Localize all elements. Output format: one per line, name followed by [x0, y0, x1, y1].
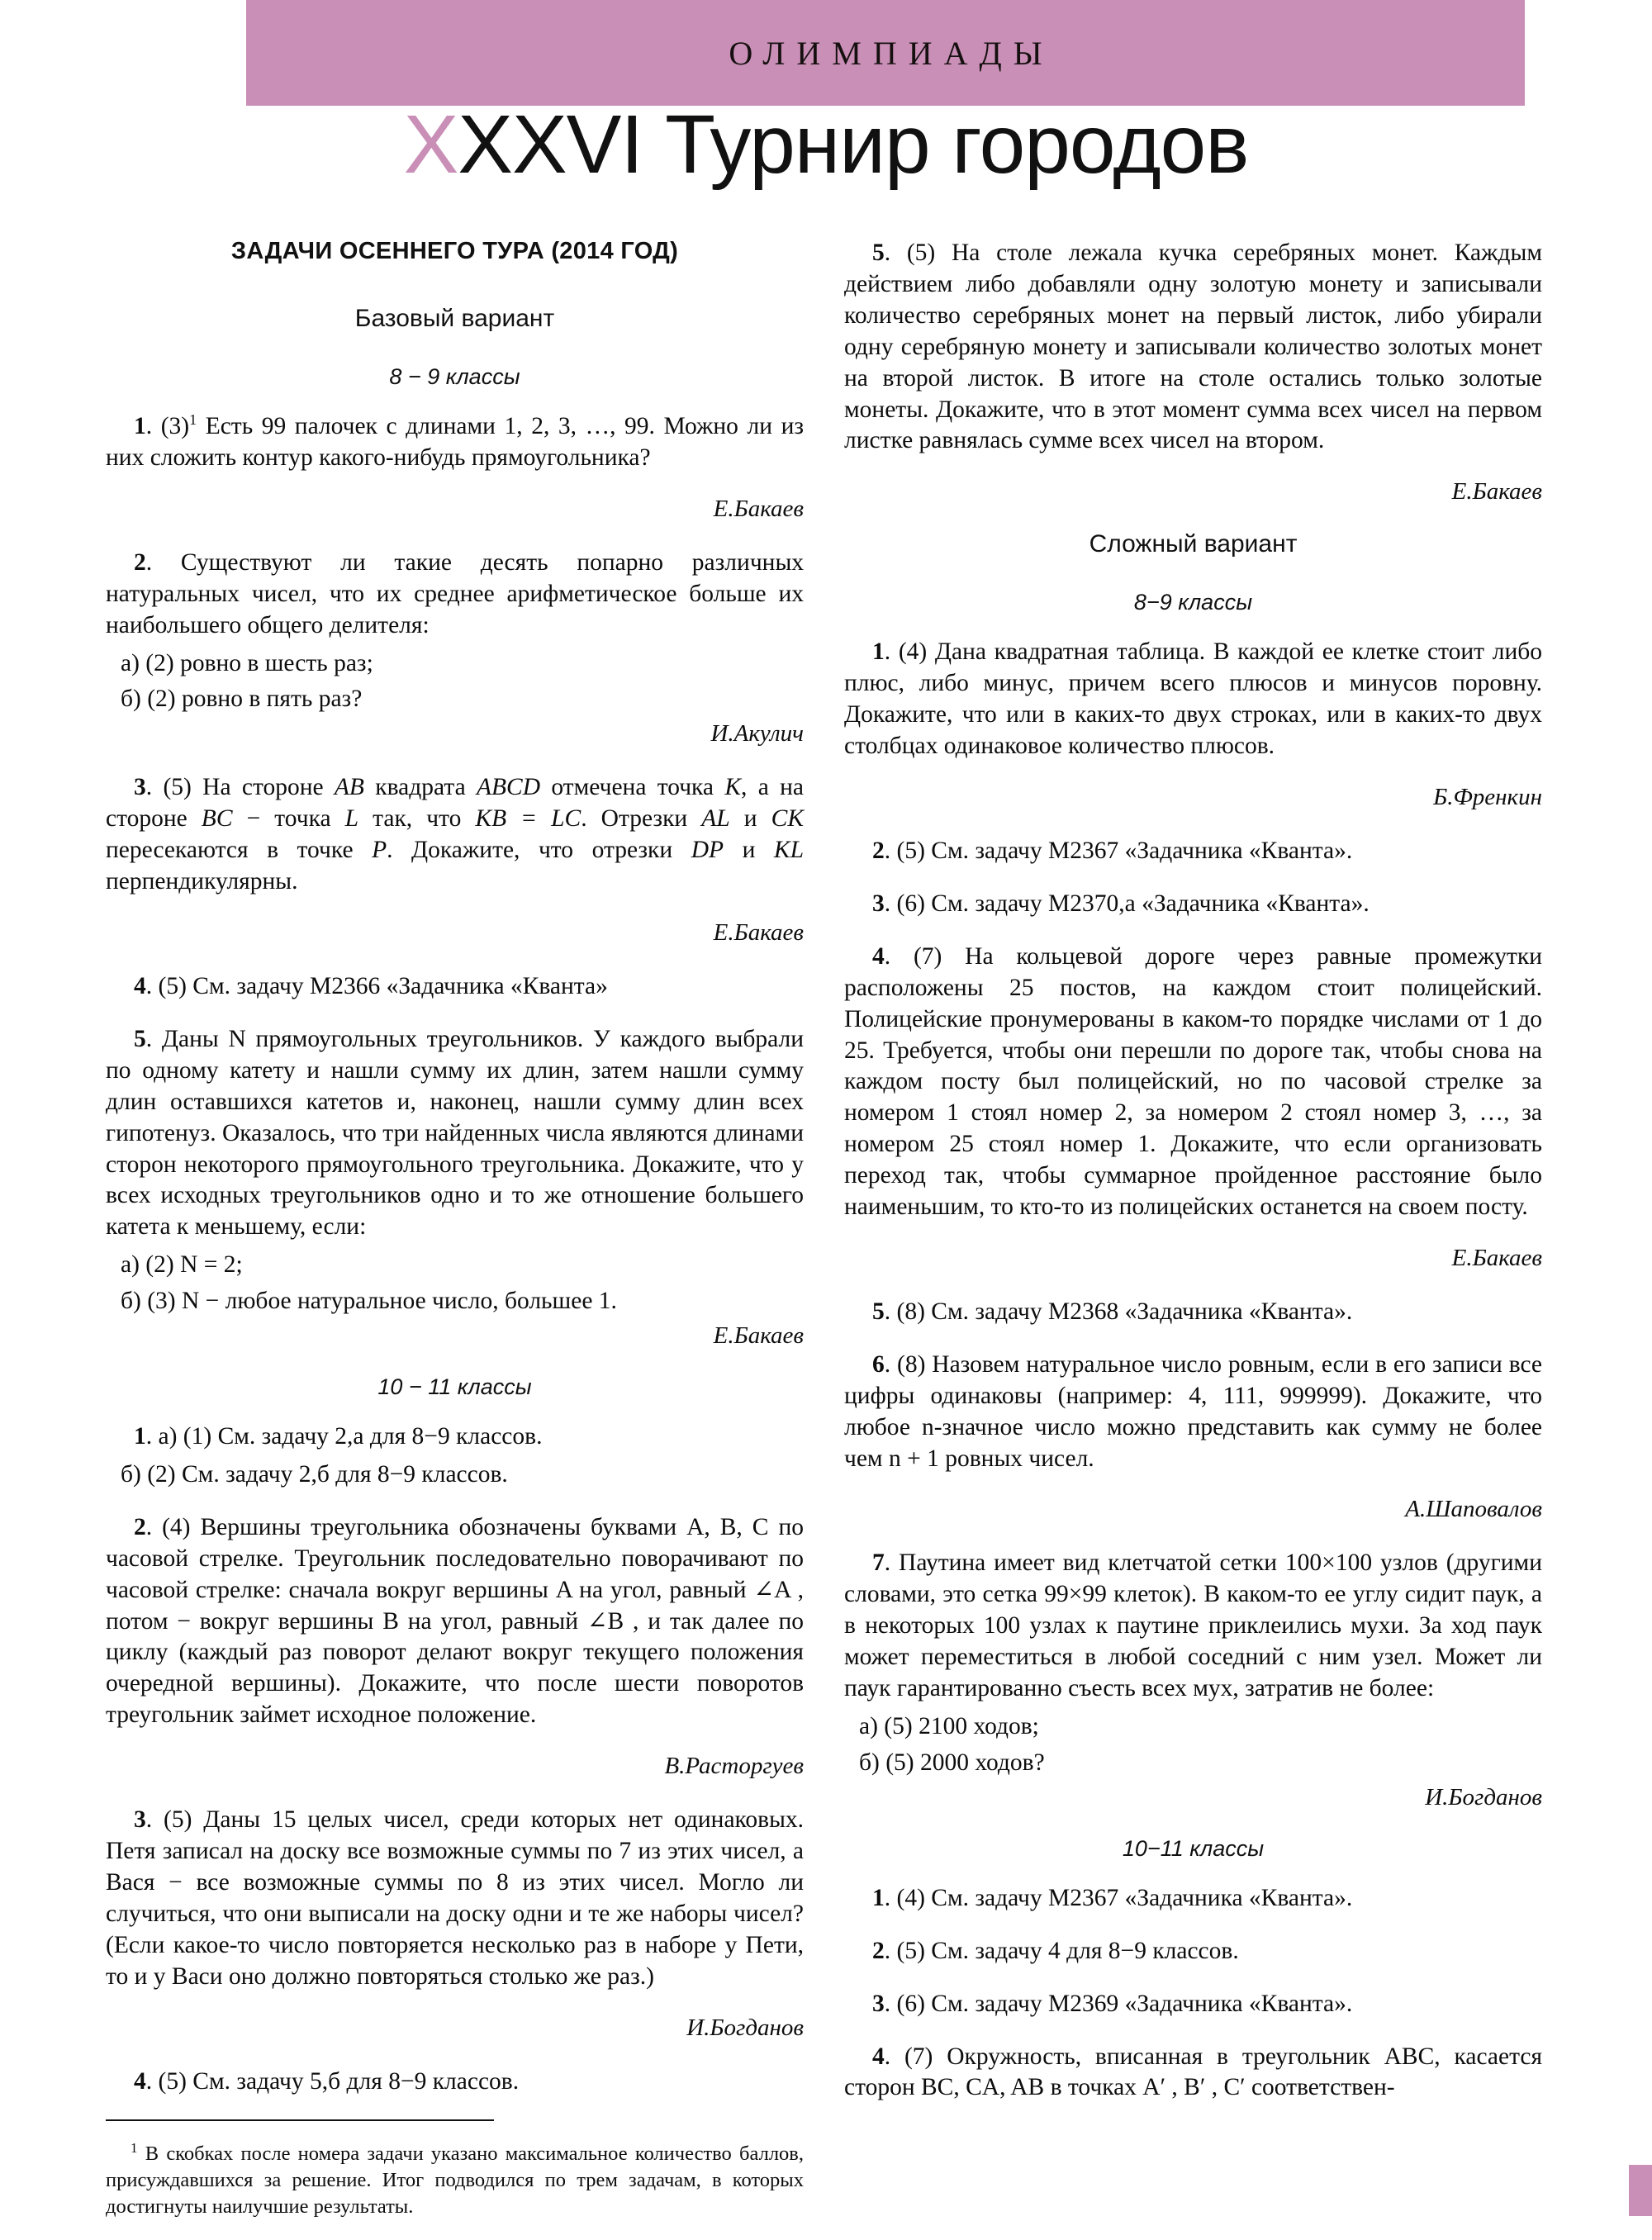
problem-points: (5) [158, 2067, 187, 2095]
problem-text-seg: пересекаются в точке [106, 837, 373, 864]
problem-author: И.Акулич [710, 720, 804, 747]
problem-number: 6 [872, 1350, 885, 1378]
math-symbol: AL [701, 805, 730, 833]
grade-heading-2: 10−11 классы [1122, 1835, 1265, 1861]
problem-part: а) (5) 2100 ходов; [859, 1713, 1039, 1739]
problem-author: Б.Френкин [1433, 783, 1542, 810]
problem-number: 2 [134, 1513, 146, 1540]
problem-text: Есть 99 палочек с длинами 1, 2, 3, …, 99. Можно ли из них сложить контур какого-нибудь прямоугольника? [106, 413, 805, 471]
problem-number: 1 [134, 1423, 146, 1450]
problem-item: 3. (5) На стороне AB квадрата ABCD отмечена точка K, а на стороне BC − точка L так, что KB = LC. Отрезки AL и CK пересекаются в точке P. Докажите, что отрезки DP и KL перпендикулярны. [106, 774, 804, 895]
problem-text-seg: отмечена точка [540, 774, 725, 801]
footnote [106, 2141, 804, 2220]
right-column [844, 238, 1542, 2125]
problem-item: 4. (5) См. задачу 5,б для 8−9 классов. [134, 2067, 520, 2095]
problem-text: Вершины треугольника обозначены буквами A, B, C по часовой стрелке. Треугольник последовательно поворачивают по часовой стрелке: сначала вокруг вершины A на угол, равный ∠A , потом − вокруг вершины B на угол, равный ∠B , и так далее по циклу (каждый раз поворот делают вокруг текущего положения очередной вершины). Докажите, что после шести поворотов треугольник займет исходное положение. [106, 1513, 804, 1729]
problem-number: 3 [134, 774, 146, 801]
problem-number: 3 [872, 1990, 885, 2017]
problem-points: (8) [896, 1298, 925, 1325]
problem-part: б) (2) См. задачу 2,б для 8−9 классов. [121, 1460, 508, 1488]
problem-text: См. задачу М2368 «Задачника «Кванта». [931, 1298, 1353, 1325]
problem-text-seg: так, что [358, 805, 476, 833]
problem-part: а) (1) См. задачу 2,а для 8−9 классов. [158, 1423, 543, 1450]
problem-item: 5. Даны N прямоугольных треугольников. У каждого выбрали по одному катету и нашли сумму их длин, затем нашли сумму длин оставшихся катетов и, наконец, нашли сумму длин всех гипотенуз. Оказалось, что три найденных числа являются длинами сторон некоторого прямоугольного треугольника. Докажите, что у всех исходных треугольников одно и то же отношение большего катета к меньшему, если: [106, 1025, 804, 1241]
problem-points: (8) [897, 1350, 926, 1378]
problem-text: См. задачу 5,б для 8−9 классов. [192, 2067, 520, 2095]
math-symbol: ABCD [476, 774, 541, 801]
problem-text-seg: перпендикулярны. [106, 868, 298, 895]
problem-number: 1 [872, 1884, 885, 1911]
problem-points: (6) [896, 890, 925, 917]
problem-author: И.Богданов [686, 2014, 804, 2041]
header-band-label: ОЛИМПИАДЫ [729, 34, 1054, 72]
problem-number: 1 [872, 638, 885, 666]
problem-text: Назовем натуральное число ровным, если в его записи все цифры одинаковы (например: 4, 111, 999999). Докажите, что любое n-значное число можно представить как сумму не более чем n + 1 ровных чисел. [844, 1350, 1543, 1472]
problem-item: 1. (4) См. задачу М2367 «Задачника «Кванта». [872, 1884, 1353, 1911]
problem-points: (5) [164, 1806, 192, 1834]
problem-item: 5. (5) На столе лежала кучка серебряных монет. Каждым действием либо добавляли одну золотую монету и записывали количество серебряных монет на первый листок, либо убирали одну серебряную монету и записывали количество золотых монет на второй листок. В итоге на столе остались только золотые монеты. Докажите, что в этот момент сумма всех чисел на первом листке равнялась сумме всех чисел на втором. [844, 240, 1543, 454]
problem-text-seg: На стороне [202, 774, 335, 801]
problem-part: б) (5) 2000 ходов? [859, 1749, 1045, 1776]
problem-text: На столе лежала кучка серебряных монет. Каждым действием либо добавляли одну золотую монету и записывали количество серебряных монет на первый листок, либо убирали одну серебряную монету и записывали количество золотых монет на второй листок. В итоге на столе остались только золотые монеты. Докажите, что в этот момент сумма всех чисел на первом листке равнялась сумме всех чисел на втором. [844, 240, 1543, 454]
problem-text-seg: квадрата [363, 774, 477, 801]
problem-text: На кольцевой дороге через равные промежутки расположены 25 постов, на каждом стоит полицейский. Полицейские пронумерованы в каком-то порядке числами от 1 до 25. Требуется, чтобы они перешли по дороге так, чтобы снова на каждом посту был полицейский, но по часовой стрелке за номером 1 стоял номер 2, за номером 2 стоял номер 3, …, за номером 25 стоял номер 1. Докажите, что если организовать переход так, чтобы суммарное пройденное расстояние было наименьшим, то кто-то из полицейских останется на своем посту. [844, 942, 1543, 1221]
problem-author: Е.Бакаев [1451, 1244, 1542, 1271]
page-title [0, 99, 1652, 190]
problem-text: См. задачу М2366 «Задачника «Кванта» [192, 972, 608, 999]
problem-text: Паутина имеет вид клетчатой сетки 100×100 узлов (другими словами, это сетка 99×99 клеток). В каком-то ее углу сидит паук, а в некоторых 100 узлах к паутине приклеились мухи. За ход паук может переместиться в любой соседний с ним узел. Может ли паук гарантированно съесть всех мух, затратив не более: [844, 1549, 1542, 1702]
problem-number: 4 [872, 2043, 885, 2070]
math-symbol: KB = LC [475, 805, 582, 833]
problem-text: См. задачу М2367 «Задачника «Кванта». [931, 1884, 1353, 1911]
problem-text: Окружность, вписанная в треугольник ABC, касается сторон BC, CA, AB в точках A′ , B′ , C′ соответствен- [844, 2043, 1543, 2101]
problem-item: 2. (5) См. задачу М2367 «Задачника «Кванта». [872, 837, 1353, 864]
problem-item: 3. (5) Даны 15 целых чисел, среди которых нет одинаковых. Петя записал на доску все возможные суммы по 7 из этих чисел, а Вася − все возможные суммы по 8 из этих чисел. Могло ли случиться, что они выписали на доску одни и те же наборы чисел? (Если какое-то число повторяется несколько раз в наборе у Пети, то и у Васи оно должно повторяться столько же раз.) [106, 1806, 805, 1990]
problem-number: 1 [134, 413, 146, 439]
problem-author: Е.Бакаев [713, 495, 804, 522]
math-symbol: AB [334, 774, 364, 801]
page-title-rest: XXVI Турнир городов [458, 98, 1249, 191]
problem-text-seg: . Докажите, что отрезки [387, 837, 691, 864]
problem-text: Даны 15 целых чисел, среди которых нет одинаковых. Петя записал на доску все возможные суммы по 7 из этих чисел, а Вася − все возможные суммы по 8 из этих чисел. Могло ли случиться, что они выписали на доску одни и те же наборы чисел? (Если какое-то число повторяется несколько раз в наборе у Пети, то и у Васи оно должно повторяться столько же раз.) [106, 1806, 805, 1990]
math-symbol: CK [771, 805, 804, 833]
problem-item: 1. (4) Дана квадратная таблица. В каждой ее клетке стоит либо плюс, либо минус, причем всего плюсов и минусов поровну. Докажите, что или в каких-то двух строках, или в каких-то двух столбцах одинаковое количество плюсов. [844, 638, 1543, 760]
math-symbol: P [372, 837, 387, 864]
grade-heading: 8 − 9 классы [389, 364, 520, 389]
header-band [246, 0, 1525, 106]
problem-text: Даны N прямоугольных треугольников. У каждого выбрали по одному катету и нашли сумму их длин, затем нашли сумму длин оставшихся катетов и, наконец, нашли сумму длин всех гипотенуз. Оказалось, что три найденных числа являются длинами сторон некоторого прямоугольного треугольника. Докажите, что у всех исходных треугольников одно и то же отношение большего катета к меньшему, если: [106, 1025, 804, 1241]
problem-points: (5) [158, 972, 187, 999]
problem-item: 3. (6) См. задачу М2370,а «Задачника «Кванта». [872, 890, 1370, 917]
problem-number: 4 [872, 942, 885, 970]
page-title-highlight: X [403, 98, 458, 191]
math-symbol: DP [691, 837, 724, 864]
problem-number: 5 [872, 1298, 885, 1325]
footnote-marker: 1 [189, 411, 197, 429]
problem-author: Е.Бакаев [1451, 478, 1542, 505]
variant-heading: Сложный вариант [1089, 530, 1298, 558]
problem-item: 2. (4) Вершины треугольника обозначены буквами A, B, C по часовой стрелке. Треугольник последовательно поворачивают по часовой стрелке: сначала вокруг вершины A на угол, равный ∠A , потом − вокруг вершины B на угол, равный ∠B , и так далее по циклу (каждый раз поворот делают вокруг текущего положения очередной вершины). Докажите, что после шести поворотов треугольник займет исходное положение. [106, 1513, 804, 1729]
problem-number: 2 [134, 548, 146, 576]
problem-points: (4) [898, 638, 928, 666]
footnote-separator [106, 2119, 494, 2121]
math-symbol: K [724, 774, 742, 801]
problem-text-seg: и [724, 837, 774, 864]
grade-heading: 8−9 классы [1133, 590, 1253, 615]
variant-heading: Базовый вариант [354, 305, 555, 332]
problem-text-seg: . Отрезки [581, 805, 702, 833]
problem-text: Существуют ли такие десять попарно различных натуральных чисел, что их среднее арифметическое больше их наибольшего общего делителя: [106, 548, 805, 638]
problem-item: 4. (5) См. задачу М2366 «Задачника «Кванта» [134, 972, 608, 999]
problem-number: 4 [134, 2067, 146, 2095]
problem-item: 5. (8) См. задачу М2368 «Задачника «Кванта». [872, 1298, 1353, 1325]
problem-points: (6) [896, 1990, 925, 2017]
problem-points: (5) [163, 774, 192, 801]
problem-text: См. задачу М2367 «Задачника «Кванта». [931, 837, 1353, 864]
problem-part: а) (2) ровно в шесть раз; [121, 649, 373, 676]
problem-number: 3 [872, 890, 885, 917]
page-corner-marker [1629, 2165, 1652, 2216]
problem-item: 6. (8) Назовем натуральное число ровным, если в его записи все цифры одинаковы (например: 4, 111, 999999). Докажите, что любое n-значное число можно представить как сумму не более чем n + 1 ровных чисел. [844, 1350, 1543, 1472]
grade-heading-2: 10 − 11 классы [377, 1374, 532, 1400]
problem-points: (5) [896, 837, 925, 864]
problem-item: 4. (7) На кольцевой дороге через равные промежутки расположены 25 постов, на каждом стоит полицейский. Полицейские пронумерованы в каком-то порядке числами от 1 до 25. Требуется, чтобы они перешли по дороге так, чтобы снова на каждом посту был полицейский, но по часовой стрелке за номером 1 стоял номер 2, за номером 2 стоял номер 3, …, за номером 25 стоял номер 1. Докажите, что если организовать переход так, чтобы суммарное пройденное расстояние было наименьшим, то кто-то из полицейских останется на своем посту. [844, 942, 1543, 1221]
problem-text: См. задачу 4 для 8−9 классов. [931, 1937, 1239, 1964]
problem-points: (7) [913, 942, 942, 970]
problem-text-seg: и [729, 805, 771, 833]
footnote-marker: 1 [131, 2139, 138, 2156]
problem-author: Е.Бакаев [713, 1322, 804, 1350]
section-heading: ЗАДАЧИ ОСЕННЕГО ТУРА (2014 ГОД) [230, 238, 679, 264]
problem-text: См. задачу М2369 «Задачника «Кванта». [931, 1990, 1353, 2017]
problem-item: 2. Существуют ли такие десять попарно различных натуральных чисел, что их среднее арифметическое больше их наибольшего общего делителя: [106, 548, 805, 638]
problem-item: 1. а) (1) См. задачу 2,а для 8−9 классов. [134, 1423, 543, 1450]
math-symbol: BC [201, 805, 233, 833]
problem-item: 1. $(3)^1$ Есть 99 палочек с длинами 1, 2, 3, …, 99. Можно ли из них сложить контур какого-нибудь прямоугольника? [106, 411, 805, 471]
problem-points: (5) [896, 1937, 925, 1964]
problem-part: а) (2) N = 2; [121, 1251, 243, 1279]
problem-text-seg: − точка [232, 805, 345, 833]
problem-text-seg: , а на стороне [106, 774, 804, 833]
footnote-text: В скобках после номера задачи указано максимальное количество баллов, присуждавшихся за решение. Итог подводился по трем задачам, в которых достигнуты наилучшие результаты. [106, 2143, 805, 2218]
problem-text: См. задачу М2370,а «Задачника «Кванта». [931, 890, 1370, 917]
problem-number: 4 [134, 972, 146, 999]
problem-item: 4. (7) Окружность, вписанная в треугольник ABC, касается сторон BC, CA, AB в точках A′ , B′ , C′ соответствен- [844, 2043, 1543, 2101]
problem-author: А.Шаповалов [1405, 1496, 1542, 1523]
problem-author: Е.Бакаев [713, 918, 804, 946]
problem-item: 2. (5) См. задачу 4 для 8−9 классов. [872, 1937, 1239, 1964]
problem-points: (3) [160, 413, 190, 439]
problem-number: 2 [872, 837, 885, 864]
math-symbol: KL [773, 837, 804, 864]
problem-number: 5 [134, 1025, 146, 1052]
problem-number: 7 [872, 1549, 885, 1577]
problem-author: В.Расторгуев [664, 1753, 804, 1780]
math-symbol: L [344, 805, 359, 833]
problem-points: (5) [906, 240, 936, 266]
problem-item: 3. (6) См. задачу М2369 «Задачника «Кванта». [872, 1990, 1353, 2017]
problem-text: Дана квадратная таблица. В каждой ее клетке стоит либо плюс, либо минус, причем всего плюсов и минусов поровну. Докажите, что или в каких-то двух строках, или в каких-то двух столбцах одинаковое количество плюсов. [844, 638, 1543, 760]
problem-part: б) (3) N − любое натуральное число, большее 1. [121, 1288, 617, 1315]
problem-item: 7. Паутина имеет вид клетчатой сетки 100×100 узлов (другими словами, это сетка 99×99 клеток). В каком-то ее углу сидит паук, а в некоторых 100 узлах к паутине приклеились мухи. За ход паук может переместиться в любой соседний с ним узел. Может ли паук гарантированно съесть всех мух, затратив не более: [844, 1549, 1542, 1702]
problem-number: 3 [134, 1806, 146, 1834]
problem-number: 2 [872, 1937, 885, 1964]
problem-points: (7) [904, 2043, 933, 2070]
problem-points: (4) [162, 1513, 191, 1540]
problem-points: (4) [896, 1884, 925, 1911]
problem-part: б) (2) ровно в пять раз? [121, 686, 363, 713]
problem-number: 5 [872, 240, 885, 266]
problem-author: И.Богданов [1425, 1783, 1542, 1811]
left-column [106, 238, 804, 2240]
